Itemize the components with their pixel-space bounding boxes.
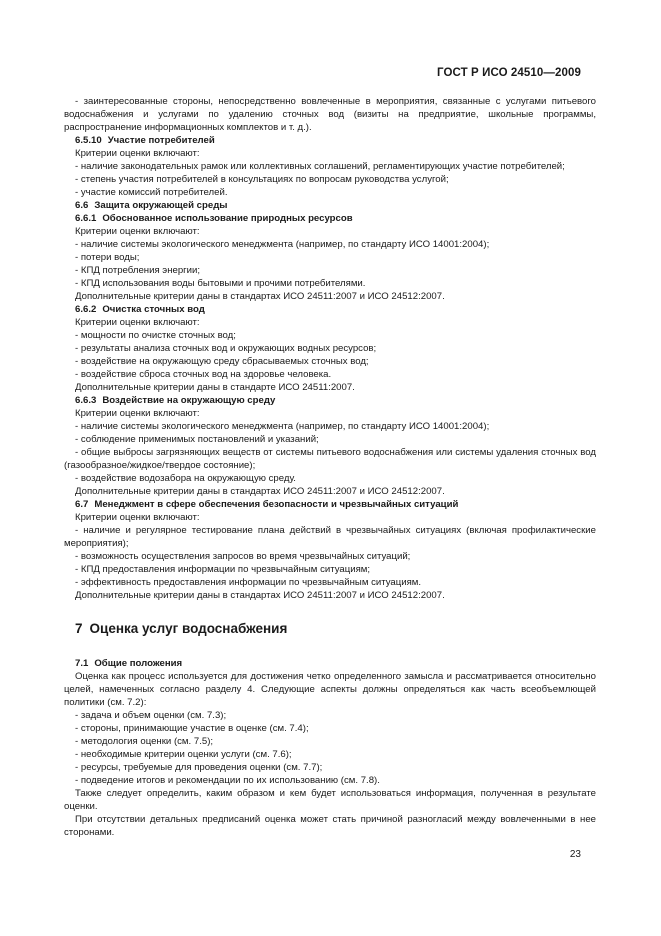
list-item: - наличие системы экологического менеджмента (например, по стандарту ИСО 14001:2004); (75, 239, 490, 250)
list-item: - воздействие водозабора на окружающую среду. (75, 473, 296, 484)
list-item: - задача и объем оценки (см. 7.3); (75, 710, 227, 721)
list-item: - воздействие на окружающую среду сбрасываемых сточных вод; (75, 356, 369, 367)
paragraph: При отсутствии детальных предписаний оценка может стать причиной разногласий между вовлеченными в нее сторонами. (64, 814, 596, 838)
list-item: - КПД предоставления информации по чрезвычайным ситуациям; (75, 564, 371, 575)
list-item: - наличие системы экологического менеджмента (например, по стандарту ИСО 14001:2004); (75, 421, 490, 432)
list-item: - воздействие сброса сточных вод на здоровье человека. (75, 369, 332, 380)
list-item: - эффективность предоставления информации по чрезвычайным ситуациям. (75, 577, 422, 588)
paragraph: Критерии оценки включают: (75, 408, 200, 419)
list-item: - стороны, принимающие участие в оценке (см. 7.4); (75, 723, 309, 734)
list-item: - мощности по очистке сточных вод; (75, 330, 236, 341)
list-item: - наличие и регулярное тестирование плана действий в чрезвычайных ситуациях (включая профилактические мероприятия); (64, 525, 596, 549)
list-item: - ресурсы, требуемые для проведения оценки (см. 7.7); (75, 762, 323, 773)
heading-number: 6.6 (75, 200, 89, 211)
heading-number: 7.1 (75, 658, 89, 669)
list-item: - степень участия потребителей в консультациях по вопросам руководства услугой; (75, 174, 449, 185)
heading-6-7 (64, 498, 596, 511)
paragraph: Критерии оценки включают: (75, 148, 200, 159)
heading-7-1 (64, 657, 596, 670)
section-7-title (64, 621, 596, 637)
paragraph: Дополнительные критерии даны в стандартах ИСО 24511:2007 и ИСО 24512:2007. (75, 486, 445, 497)
heading-title: Общие положения (94, 658, 183, 669)
paragraph: Дополнительные критерии даны в стандарте ИСО 24511:2007. (75, 382, 355, 393)
paragraph: Дополнительные критерии даны в стандартах ИСО 24511:2007 и ИСО 24512:2007. (75, 590, 445, 601)
heading-6-6-1 (64, 212, 596, 225)
heading-number: 6.6.2 (75, 304, 97, 315)
page-number: 23 (569, 849, 581, 860)
list-item: - соблюдение применимых постановлений и указаний; (75, 434, 319, 445)
list-item: - КПД использования воды бытовыми и прочими потребителями. (75, 278, 366, 289)
list-item: - возможность осуществления запросов во время чрезвычайных ситуаций; (75, 551, 411, 562)
paragraph: Критерии оценки включают: (75, 512, 200, 523)
heading-6-6-3 (64, 394, 596, 407)
paragraph: - заинтересованные стороны, непосредственно вовлеченные в мероприятия, связанные с услугами питьевого водоснабжения и услугами по удалению сточных вод (визиты на предприятие, школьные программы, распространение информационных комплектов и т. д.). (64, 96, 596, 133)
list-item: - методология оценки (см. 7.5); (75, 736, 214, 747)
heading-number: 6.6.1 (75, 213, 97, 224)
list-item: - результаты анализа сточных вод и окружающих водных ресурсов; (75, 343, 377, 354)
paragraph: Дополнительные критерии даны в стандартах ИСО 24511:2007 и ИСО 24512:2007. (75, 291, 445, 302)
heading-title: Очистка сточных вод (102, 304, 205, 315)
list-item: - КПД потребления энергии; (75, 265, 201, 276)
document-body (64, 95, 596, 839)
list-item: - потери воды; (75, 252, 140, 263)
section-title-text: Оценка услуг водоснабжения (89, 621, 288, 636)
heading-number: 6.5.10 (75, 135, 102, 146)
paragraph: Также следует определить, каким образом и кем будет использоваться информация, полученная в результате оценки. (64, 788, 596, 812)
list-item: - подведение итогов и рекомендации по их использованию (см. 7.8). (75, 775, 380, 786)
list-item: - необходимые критерии оценки услуги (см. 7.6); (75, 749, 292, 760)
heading-6-6-2 (64, 303, 596, 316)
paragraph: Критерии оценки включают: (75, 317, 200, 328)
heading-title: Обоснованное использование природных ресурсов (102, 213, 353, 224)
section-number: 7 (75, 621, 83, 636)
document-header-code: ГОСТ Р ИСО 24510—2009 (436, 67, 581, 79)
heading-title: Защита окружающей среды (94, 200, 228, 211)
paragraph: Оценка как процесс используется для достижения четко определенного замысла и рассматривается относительно целей, намеченных согласно разделу 4. Следующие аспекты должны определяться как часть всеобъемлющей политики (см. 7.2): (64, 671, 596, 708)
heading-title: Менеджмент в сфере обеспечения безопасности и чрезвычайных ситуаций (94, 499, 459, 510)
heading-6-6 (64, 199, 596, 212)
paragraph: Критерии оценки включают: (75, 226, 200, 237)
heading-title: Участие потребителей (107, 135, 215, 146)
list-item: - наличие законодательных рамок или коллективных соглашений, регламентирующих участие потребителей; (75, 161, 565, 172)
heading-6-5-10 (64, 134, 596, 147)
list-item: - общие выбросы загрязняющих веществ от системы питьевого водоснабжения или системы удаления сточных вод (газообразное/жидкое/твердое состояние); (64, 447, 596, 471)
list-item: - участие комиссий потребителей. (75, 187, 228, 198)
heading-number: 6.6.3 (75, 395, 97, 406)
heading-title: Воздействие на окружающую среду (102, 395, 276, 406)
heading-number: 6.7 (75, 499, 89, 510)
